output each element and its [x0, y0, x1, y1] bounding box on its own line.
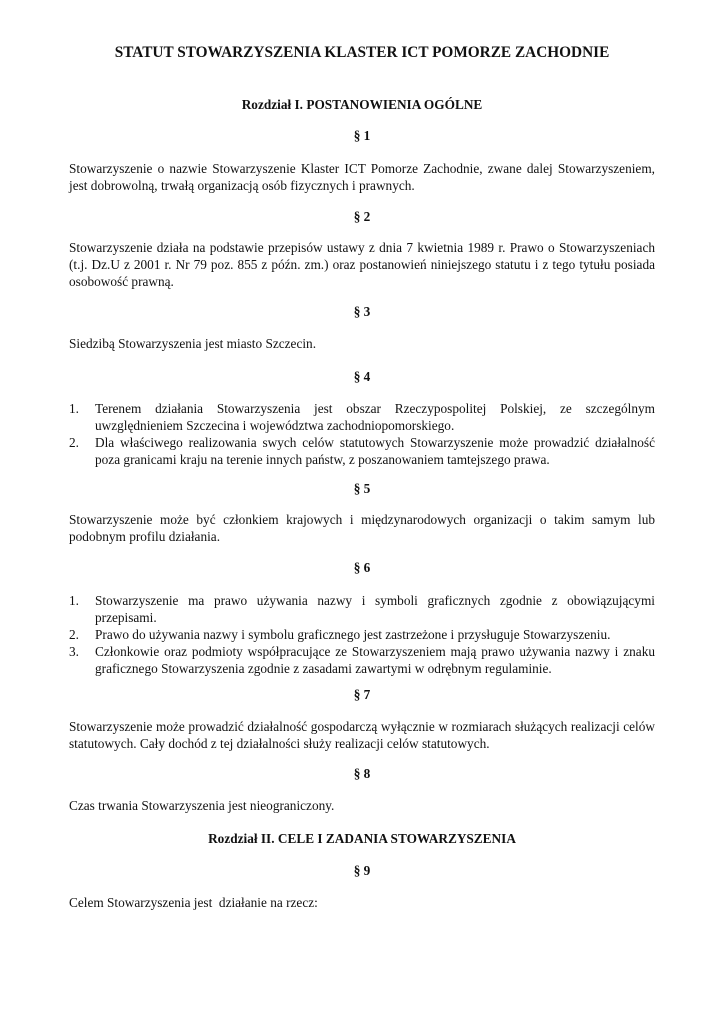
section-4-sign: § 4	[353, 369, 371, 384]
section-9-sign: § 9	[353, 863, 371, 878]
list-item-number: 3.	[69, 644, 79, 659]
section-8-text: Czas trwania Stowarzyszenia jest nieograniczony.	[69, 798, 335, 813]
list-item-text: Stowarzyszenie ma prawo używania nazwy i symboli graficznych zgodnie z obowiązującymi przepisami.	[95, 593, 655, 625]
section-2-text: Stowarzyszenie działa na podstawie przepisów ustawy z dnia 7 kwietnia 1989 r. Prawo o Stowarzyszeniach (t.j. Dz.U z 2001 r. Nr 79 poz. 855 z późn. zm.) oraz postanowień niniejszego statutu i z tego tytułu posiada osobowość prawną.	[69, 240, 655, 289]
section-1-sign: § 1	[353, 128, 371, 143]
list-item-number: 2.	[69, 435, 79, 450]
list-item-text: Prawo do używania nazwy i symbolu graficznego jest zastrzeżone i przysługuje Stowarzyszeniu.	[95, 627, 611, 642]
list-item-text: Terenem działania Stowarzyszenia jest obszar Rzeczypospolitej Polskiej, ze szczególnym uwzględnieniem Szczecina i województwa zachodniopomorskiego.	[95, 401, 655, 433]
section-8-sign: § 8	[353, 766, 371, 781]
list-item-number: 1.	[69, 593, 79, 608]
document-page	[69, 0, 655, 1024]
chapter-1-heading: Rozdział I. POSTANOWIENIA OGÓLNE	[241, 97, 483, 112]
list-item-text: Dla właściwego realizowania swych celów statutowych Stowarzyszenie może prowadzić działalność poza granicami kraju na terenie innych państw, z poszanowaniem tamtejszego prawa.	[95, 435, 655, 467]
section-6-list	[69, 592, 655, 677]
list-item	[69, 400, 655, 434]
chapter-2-heading: Rozdział II. CELE I ZADANIA STOWARZYSZENIA	[208, 831, 516, 846]
section-4-list	[69, 400, 655, 468]
section-5-sign: § 5	[353, 481, 371, 496]
document-title: STATUT STOWARZYSZENIA KLASTER ICT POMORZE ZACHODNIE	[114, 44, 610, 61]
list-item-number: 1.	[69, 401, 79, 416]
section-7-text: Stowarzyszenie może prowadzić działalność gospodarczą wyłącznie w rozmiarach służących realizacji celów statutowych. Cały dochód z tej działalności służy realizacji celów statutowych.	[69, 719, 655, 751]
list-item	[69, 434, 655, 468]
section-2-sign: § 2	[353, 209, 371, 224]
section-6-sign: § 6	[353, 560, 371, 575]
section-5-text: Stowarzyszenie może być członkiem krajowych i międzynarodowych organizacji o takim samym lub podobnym profilu działania.	[69, 512, 655, 544]
list-item-text: Członkowie oraz podmioty współpracujące ze Stowarzyszeniem mają prawo używania nazwy i znaku graficznego Stowarzyszenia zgodnie z zasadami zawartymi w odrębnym regulaminie.	[95, 644, 655, 676]
section-9-text: Celem Stowarzyszenia jest działanie na rzecz:	[69, 895, 318, 910]
section-3-text: Siedzibą Stowarzyszenia jest miasto Szczecin.	[69, 336, 317, 351]
list-item	[69, 643, 655, 677]
section-7-sign: § 7	[353, 687, 371, 702]
section-1-text: Stowarzyszenie o nazwie Stowarzyszenie Klaster ICT Pomorze Zachodnie, zwane dalej Stowarzyszeniem, jest dobrowolną, trwałą organizacją osób fizycznych i prawnych.	[69, 161, 655, 193]
section-3-sign: § 3	[353, 304, 371, 319]
list-item	[69, 626, 655, 643]
list-item-number: 2.	[69, 627, 79, 642]
list-item	[69, 592, 655, 626]
